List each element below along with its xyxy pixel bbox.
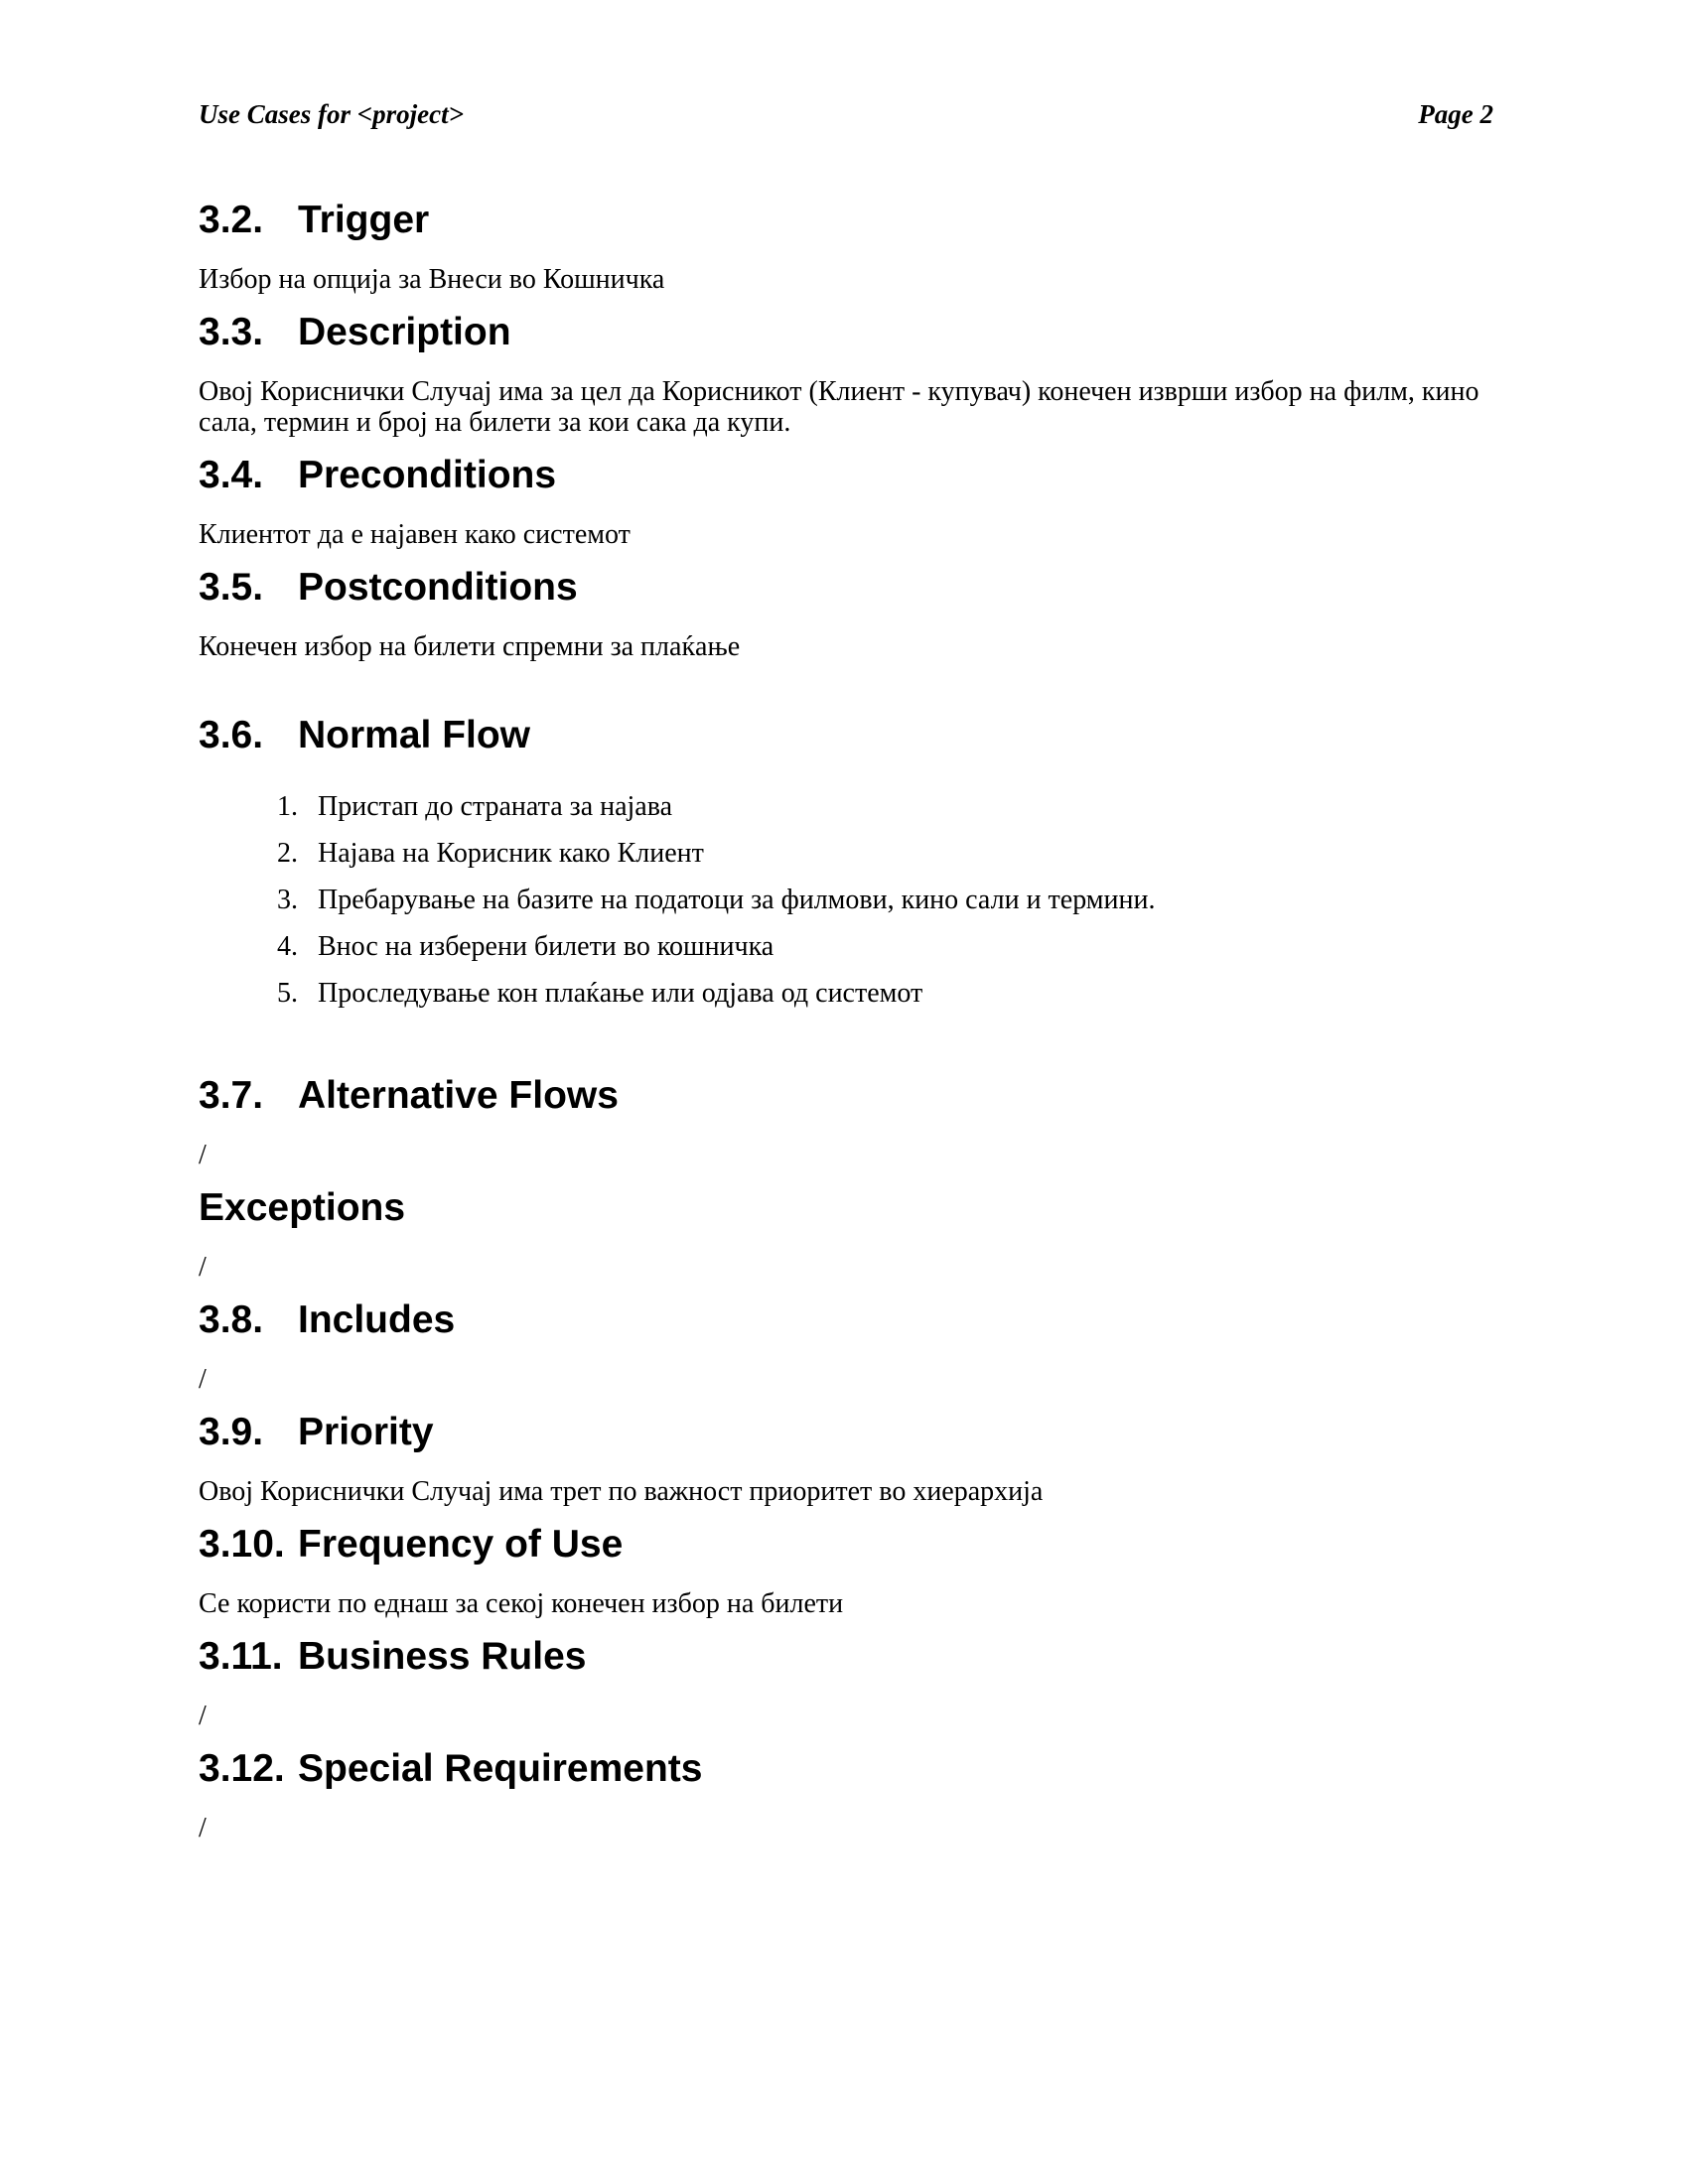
section-heading: 3.6. Normal Flow	[199, 714, 531, 756]
section-text: Се користи по еднаш за секој конечен избор на билети	[199, 1588, 844, 1619]
section-heading: 3.10. Frequency of Use	[199, 1523, 624, 1566]
section-heading: 3.5. Postconditions	[199, 566, 578, 609]
section-includes	[199, 1289, 1489, 1395]
list-item: 5. Проследување кон плаќање или одјава од системот	[277, 978, 923, 1009]
section-text: Избор на опција за Внеси во Кошничка	[199, 264, 665, 295]
section-heading: 3.7. Alternative Flows	[199, 1074, 619, 1117]
header-title: Use Cases for <project>	[199, 99, 464, 129]
section-trigger	[199, 189, 1489, 295]
section-frequency-of-use	[199, 1513, 1489, 1619]
normal-flow-list	[199, 783, 1489, 1017]
section-heading: 3.4. Preconditions	[199, 454, 557, 496]
section-heading: 3.12. Special Requirements	[199, 1747, 703, 1790]
section-heading: Exceptions	[199, 1186, 406, 1229]
section-normal-flow	[199, 704, 1489, 1017]
section-text: /	[199, 1364, 207, 1395]
document-body	[199, 189, 1489, 1849]
header-page-number: Page 2	[1418, 99, 1493, 129]
section-text: /	[199, 1252, 207, 1283]
section-business-rules	[199, 1625, 1489, 1731]
section-heading: 3.8. Includes	[199, 1298, 456, 1341]
section-alternative-flows	[199, 1064, 1489, 1170]
section-priority	[199, 1401, 1489, 1507]
section-heading: 3.11. Business Rules	[199, 1635, 587, 1678]
section-text: /	[199, 1813, 207, 1843]
list-item: 3. Пребарување на базите на податоци за филмови, кино сали и термини.	[277, 885, 1156, 915]
section-text: /	[199, 1140, 207, 1170]
section-text: Овој Кориснички Случај има за цел да Корисникот (Клиент - купувач) конечен изврши избор на филм, кино сала, термин и број на билети за кои сака да купи.	[199, 376, 1479, 438]
section-text: Конечен избор на билети спремни за плаќање	[199, 631, 741, 662]
list-item: 4. Внос на изберени билети во кошничка	[277, 931, 774, 962]
section-heading: 3.2. Trigger	[199, 199, 430, 241]
section-exceptions	[199, 1176, 1489, 1283]
list-item: 2. Најава на Корисник како Клиент	[277, 838, 704, 869]
section-text: Клиентот да е најавен како системот	[199, 519, 631, 550]
section-special-requirements	[199, 1737, 1489, 1843]
section-heading: 3.3. Description	[199, 311, 511, 353]
section-description	[199, 301, 1489, 438]
section-text: Овој Кориснички Случај има трет по важност приоритет во хиерархија	[199, 1476, 1044, 1507]
section-text: /	[199, 1701, 207, 1731]
section-heading: 3.9. Priority	[199, 1411, 434, 1453]
section-preconditions	[199, 444, 1489, 550]
section-postconditions	[199, 556, 1489, 662]
list-item: 1. Пристап до страната за најава	[277, 791, 673, 822]
